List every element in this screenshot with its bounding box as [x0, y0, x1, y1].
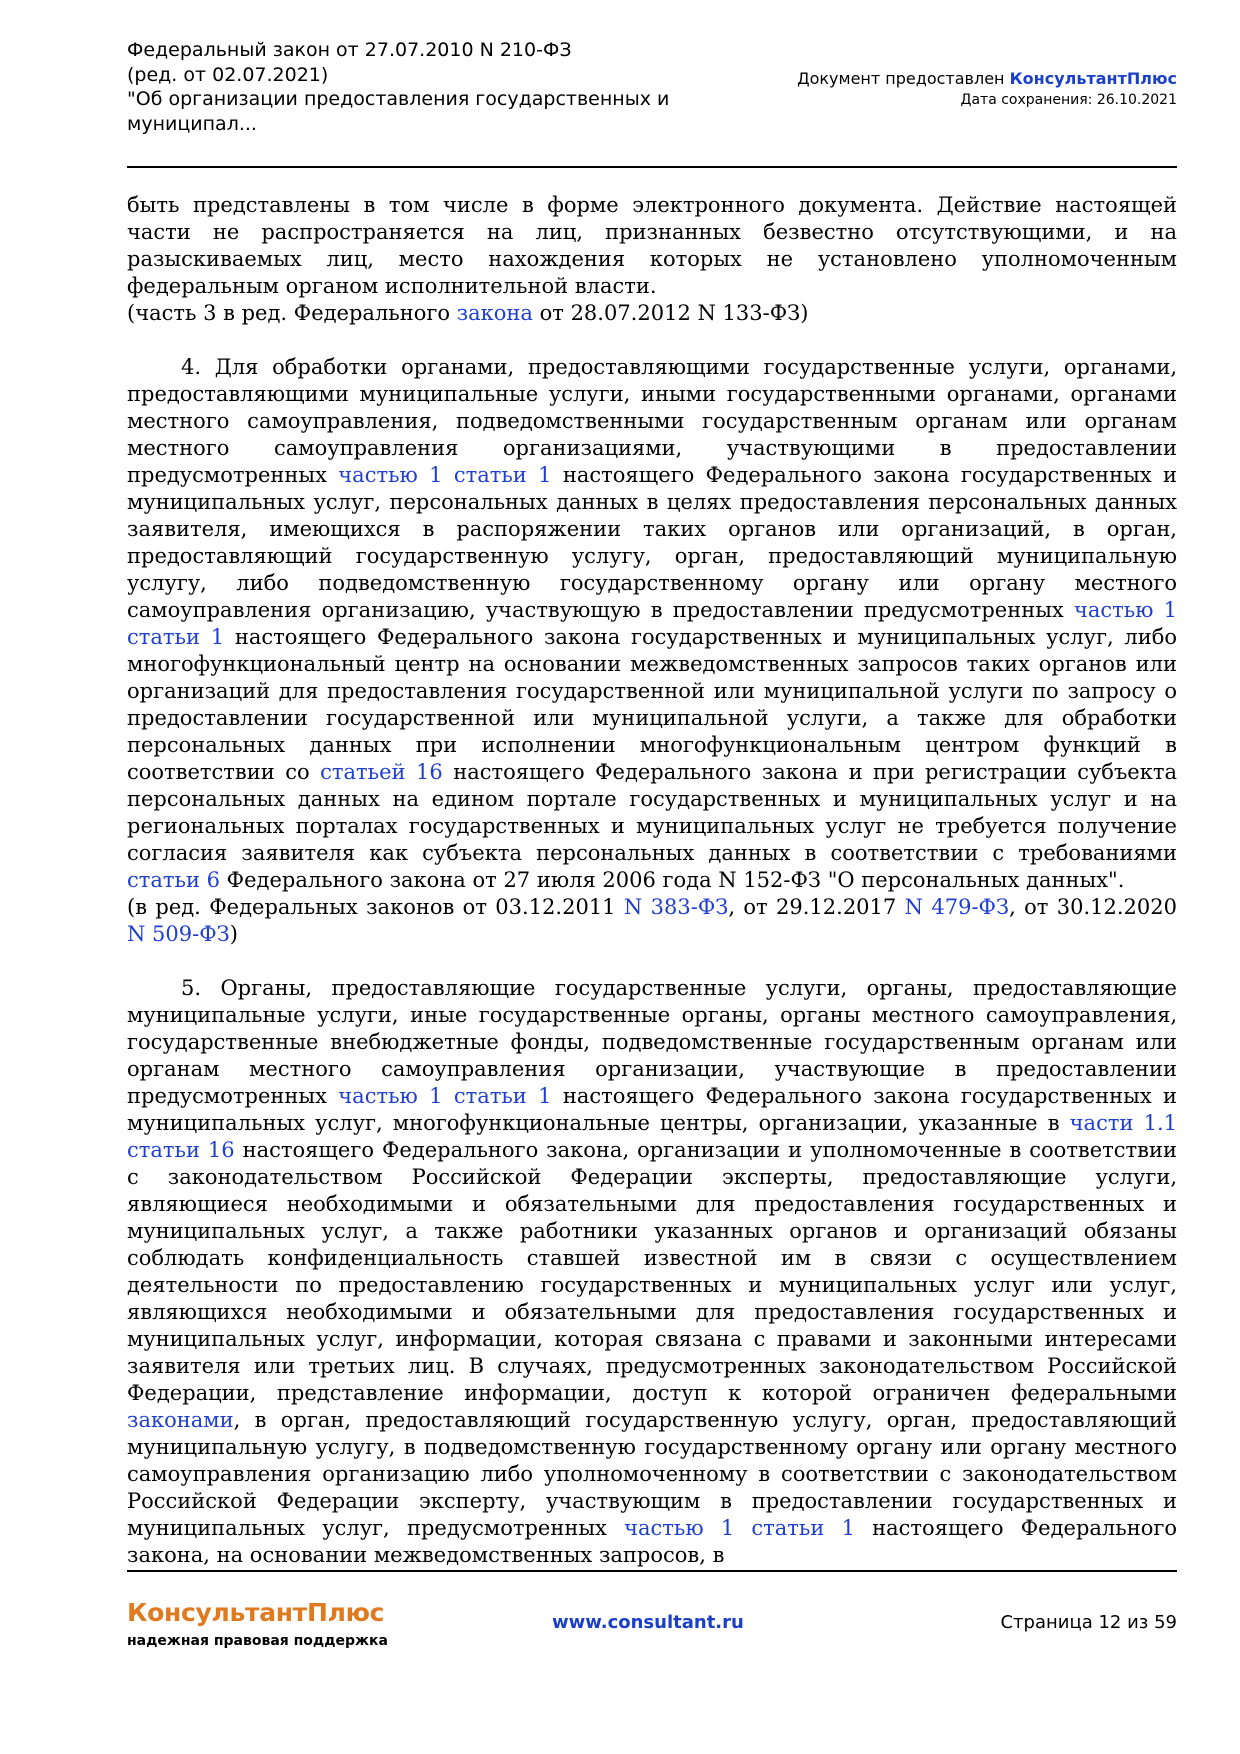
paragraph-text: , в орган, предоставляющий государственную услугу, орган, предоставляющий муниципальную услугу, в подведомственную государственному органу или органу местного самоуправления организацию либо уполномоченному в соответствии с законодательством Российской Федерации эксперту, участвующим в предоставлении государственных и муниципальных услуг, предусмотренных: [127, 1408, 1177, 1540]
note-text: ): [229, 922, 238, 946]
law-link[interactable]: N 509-ФЗ: [127, 922, 230, 946]
doc-title-line: Федеральный закон от 27.07.2010 N 210-ФЗ: [127, 39, 572, 61]
law-link[interactable]: N 383-ФЗ: [623, 895, 729, 919]
law-link[interactable]: закона: [456, 301, 533, 325]
doc-title-line: (ред. от 02.07.2021): [127, 63, 329, 86]
page-header: [127, 38, 1177, 148]
paragraph-text: 4. Для обработки органами, предоставляющими государственные услуги, органами, предоставляющими муниципальные услуги, иными государственными органами, органами местного самоуправления, подведомственными государственным органам или органам местного самоуправления организациями, участвующими в предоставлении предусмотренных: [127, 355, 1177, 487]
paragraph-text: настоящего Федерального закона, на основании межведомственных запросов, в: [127, 1516, 1177, 1567]
article-link[interactable]: статьи 6: [127, 868, 220, 892]
note-text: , от 29.12.2017: [728, 895, 905, 919]
law-link[interactable]: законами: [127, 1408, 234, 1432]
article-link[interactable]: частью 1 статьи 1: [338, 1084, 552, 1108]
article-link[interactable]: части 1.1 статьи 16: [127, 1111, 1177, 1162]
note-text: (часть 3 в ред. Федерального: [127, 301, 457, 325]
article-link[interactable]: частью 1 статьи 1: [338, 463, 552, 487]
note-text: (в ред. Федеральных законов от 03.12.2011: [127, 895, 624, 919]
logo-tagline: надежная правовая поддержка: [127, 1633, 388, 1649]
paragraph-text: настоящего Федерального закона государственных и муниципальных услуг, либо многофункциональный центр на основании межведомственных запросов таких органов или организаций для предоставления государственной или муниципальной услуги по запросу о предоставлении государственной или муниципальной услуги, а также для обработки персональных данных при исполнении многофункциональным центром функций в соответствии со: [127, 625, 1178, 784]
amendment-note: [127, 894, 1177, 948]
paragraph-continuation: быть представлены в том числе в форме электронного документа. Действие настоящей части не распространяется на лиц, признанных безвестно отсутствующими, и на разыскиваемых лиц, место нахождения которых не установлено уполномоченным федеральным органом исполнительной власти.: [127, 193, 1177, 298]
article-link[interactable]: частью 1 статьи 1: [127, 598, 1177, 649]
consultant-logo: КонсультантПлюс: [127, 1598, 385, 1627]
paragraph-4: [127, 354, 1177, 894]
document-title: [127, 38, 687, 136]
provided-by: [797, 68, 1177, 90]
amendment-note: [127, 300, 1177, 327]
page-footer: [127, 1598, 1177, 1668]
page-number: Страница 12 из 59: [1000, 1612, 1177, 1633]
brand-name: КонсультантПлюс: [1009, 69, 1177, 88]
footer-divider: [127, 1570, 1177, 1572]
paragraph-text: 5. Органы, предоставляющие государственные услуги, органы, предоставляющие муниципальные услуги, иные государственные органы, органы местного самоуправления, государственные внебюджетные фонды, подведомственные государственным органам или органам местного самоуправления организации, участвующие в предоставлении предусмотренных: [127, 976, 1177, 1108]
paragraph-text: настоящего Федерального закона и при регистрации субъекта персональных данных на едином портале государственных и муниципальных услуг и на региональных порталах государственных и муниципальных услуг не требуется получение согласия заявителя как субъекта персональных данных в соответствии с требованиями: [127, 760, 1177, 865]
paragraph-text: настоящего Федерального закона государственных и муниципальных услуг, персональных данных в целях предоставления персональных данных заявителя, имеющихся в распоряжении таких органов или организаций, в орган, предоставляющий государственную услугу, орган, предоставляющий муниципальную услугу, либо подведомственную государственному органу или органу местного самоуправления организацию, участвующую в предоставлении предусмотренных: [127, 463, 1178, 622]
site-link[interactable]: www.consultant.ru: [552, 1612, 744, 1633]
document-body: [127, 192, 1177, 1569]
paragraph-text: настоящего Федерального закона государственных и муниципальных услуг, многофункциональные центры, организации, указанные в: [127, 1084, 1178, 1135]
provided-info: [797, 68, 1177, 110]
doc-title-line: муниципал...: [127, 112, 257, 135]
article-link[interactable]: частью 1 статьи 1: [624, 1516, 855, 1540]
article-link[interactable]: статьей 16: [320, 760, 443, 784]
doc-title-line: "Об организации предоставления государственных и: [127, 88, 670, 110]
header-divider: [127, 166, 1177, 168]
note-text: , от 30.12.2020: [1009, 895, 1177, 919]
note-text: от 28.07.2012 N 133-ФЗ): [532, 301, 809, 325]
paragraph-text: настоящего Федерального закона, организации и уполномоченные в соответствии с законодательством Российской Федерации эксперты, предоставляющие услуги, являющиеся необходимыми и обязательными для предоставления государственных и муниципальных услуг, а также работники указанных органов и организаций обязаны соблюдать конфиденциальность ставшей известной им в связи с осуществлением деятельности по предоставлению государственных и муниципальных услуг или услуг, являющихся необходимыми и обязательными для предоставления государственных и муниципальных услуг, информации, которая связана с правами и законными интересами заявителя или третьих лиц. В случаях, предусмотренных законодательством Российской Федерации, представление информации, доступ к которой ограничен федеральными: [127, 1138, 1177, 1405]
provided-prefix: Документ предоставлен: [797, 69, 1010, 88]
paragraph-text: Федерального закона от 27 июля 2006 года N 152-ФЗ "О персональных данных".: [219, 868, 1125, 892]
save-date: Дата сохранения: 26.10.2021: [960, 92, 1177, 108]
law-link[interactable]: N 479-ФЗ: [904, 895, 1010, 919]
paragraph-5: [127, 975, 1177, 1569]
